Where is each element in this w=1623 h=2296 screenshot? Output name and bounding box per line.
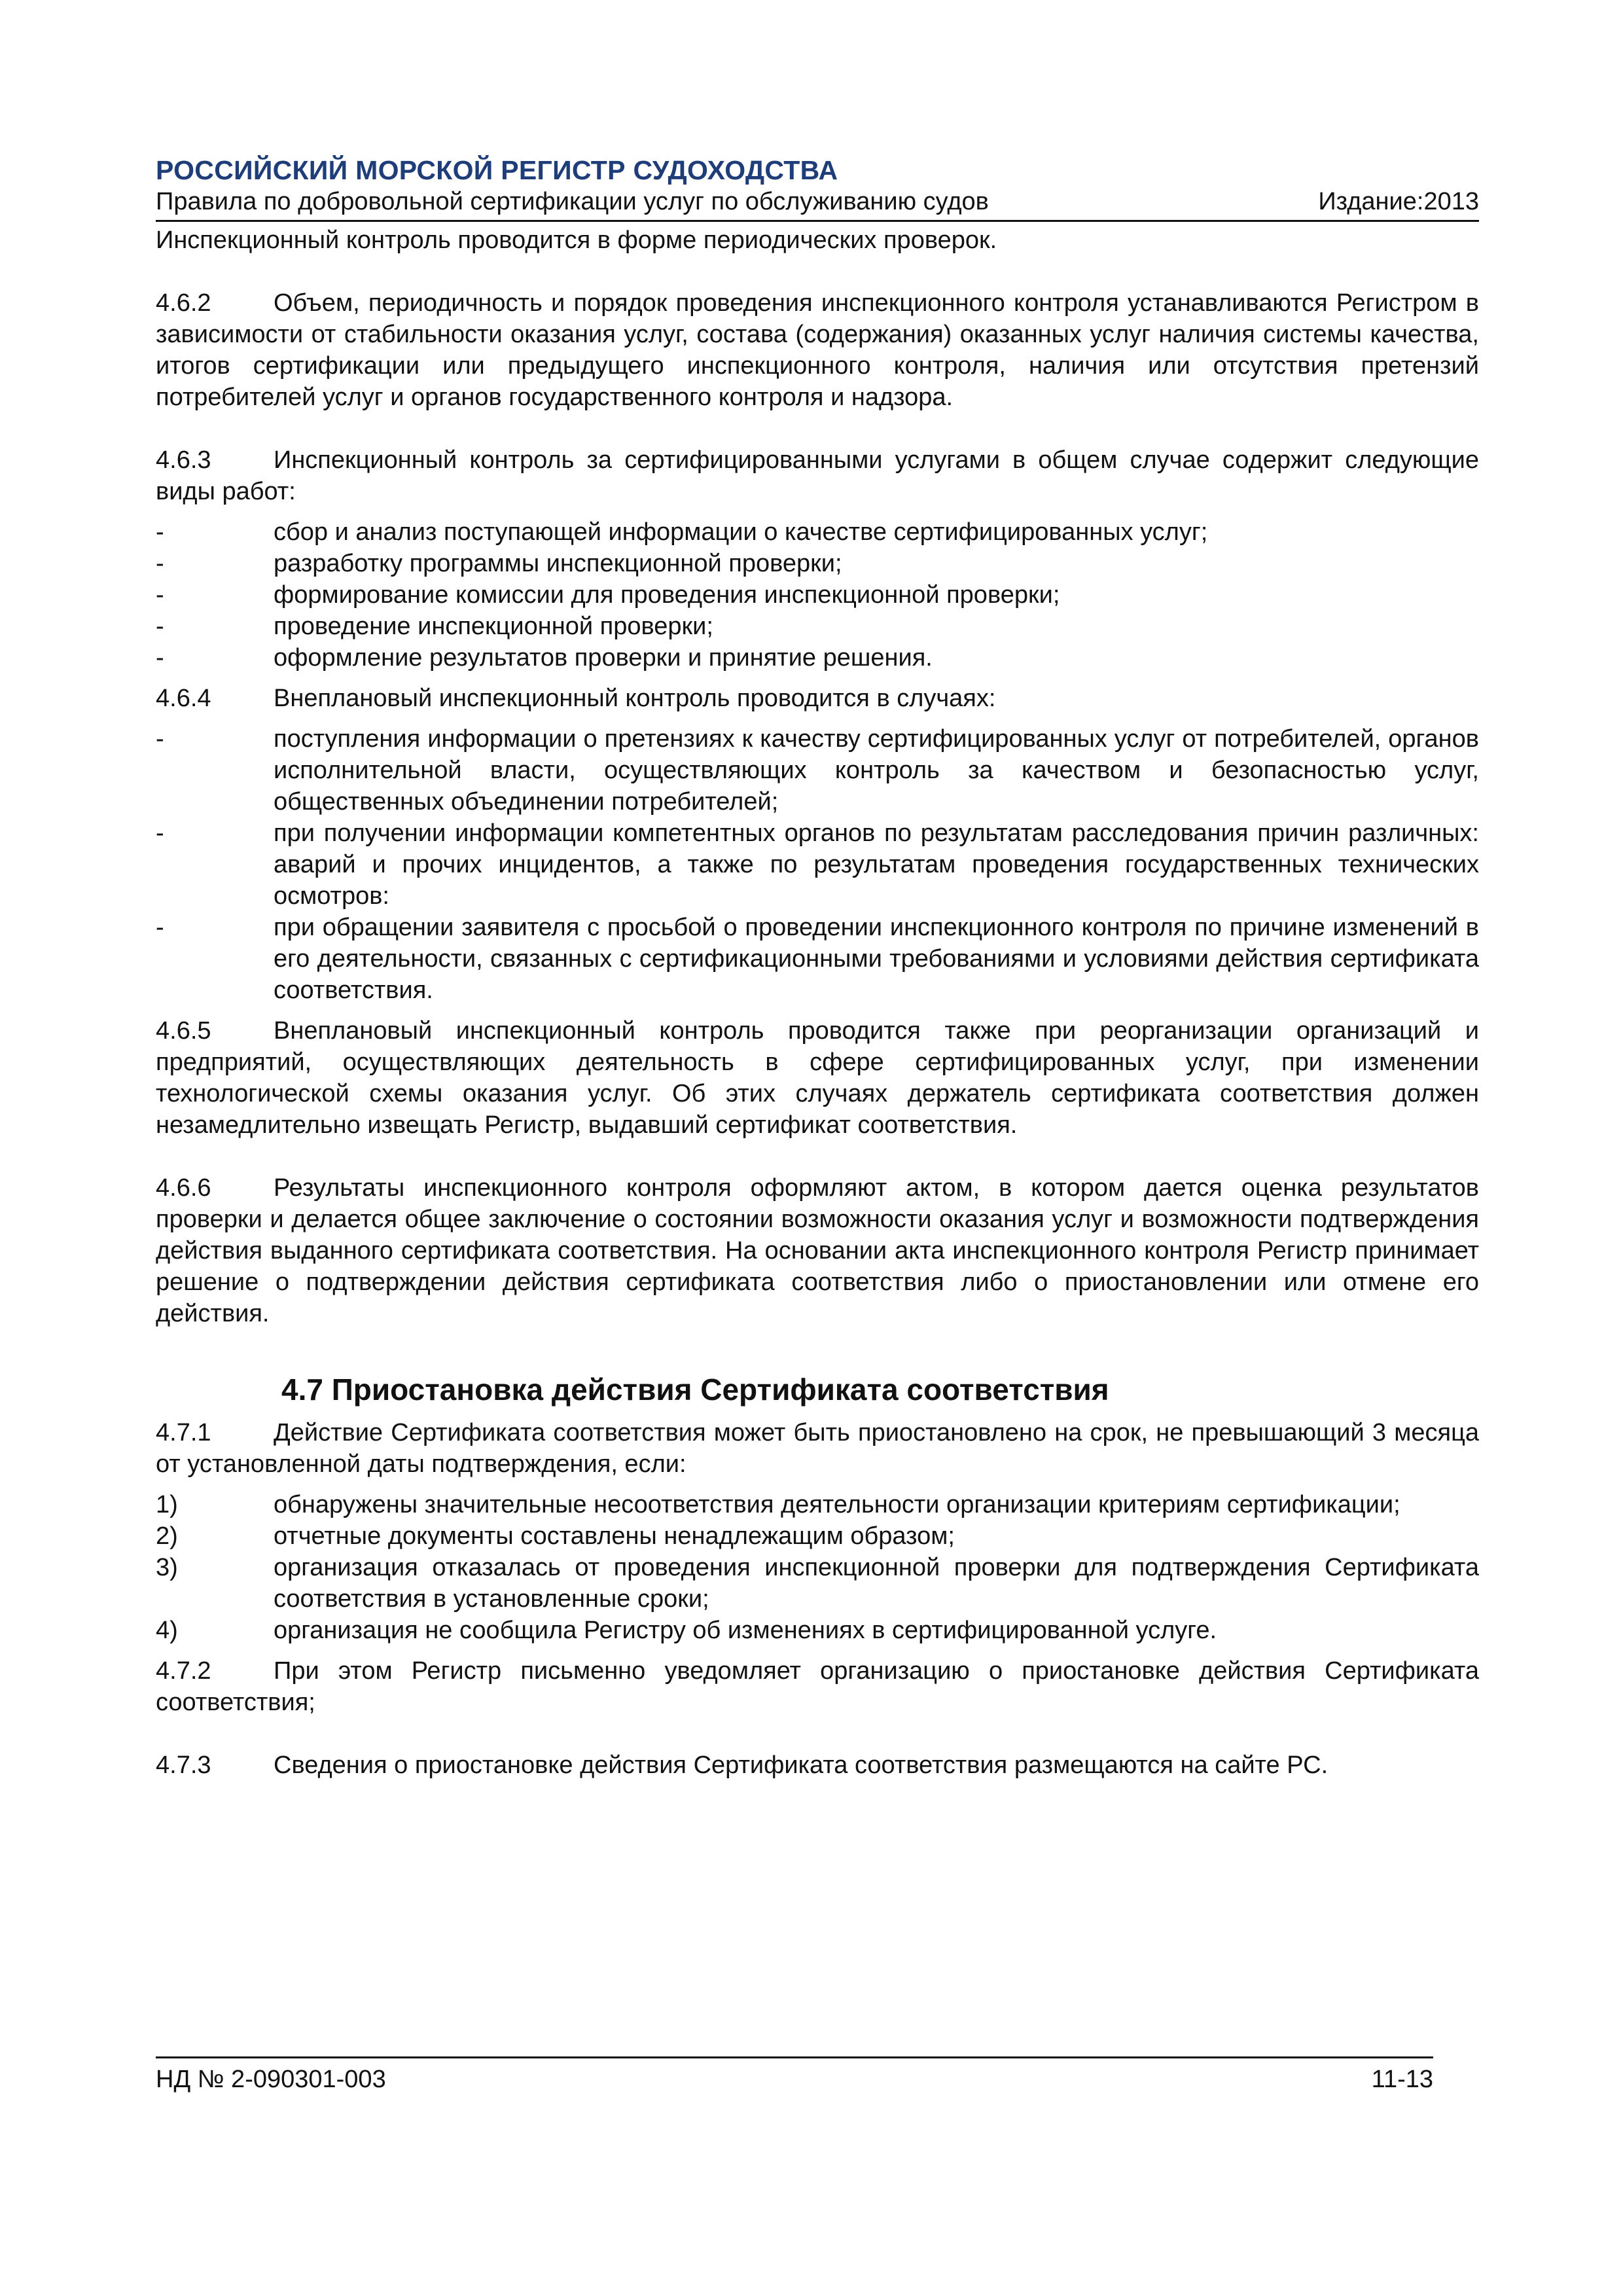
list-item bbox=[156, 723, 1479, 817]
header-subtitle: Правила по добровольной сертификации услуг по обслуживанию судов bbox=[156, 188, 989, 215]
list-marker: 2) bbox=[156, 1522, 178, 1550]
clause-number: 4.6.3 bbox=[156, 446, 211, 474]
clause-number: 4.7.1 bbox=[156, 1419, 211, 1446]
list-4-6-4 bbox=[156, 723, 1479, 1006]
clause-text: Внеплановый инспекционный контроль проводится в случаях: bbox=[274, 685, 996, 712]
intro-paragraph: Инспекционный контроль проводится в форме периодических проверок. bbox=[156, 226, 997, 254]
document-page bbox=[156, 154, 1479, 1781]
list-marker: - bbox=[156, 581, 164, 609]
list-4-6-3 bbox=[156, 516, 1479, 673]
clause-text: Инспекционный контроль за сертифицированными услугами в общем случае содержит следующие виды работ: bbox=[156, 446, 1479, 505]
header-row bbox=[156, 186, 1479, 222]
clause-number: 4.6.4 bbox=[156, 685, 211, 712]
paragraph-4-6-3 bbox=[156, 444, 1479, 507]
list-marker: 1) bbox=[156, 1491, 178, 1518]
list-item bbox=[156, 1615, 1479, 1646]
paragraph-4-7-2 bbox=[156, 1655, 1479, 1718]
clause-number: 4.6.6 bbox=[156, 1174, 211, 1202]
document-body bbox=[156, 224, 1479, 1781]
paragraph-4-7-3 bbox=[156, 1749, 1479, 1781]
list-4-7-1 bbox=[156, 1489, 1479, 1646]
list-item-text: при получении информации компетентных органов по результатам расследования причин различных: аварий и прочих инцидентов, а также по результатам проведения государственных технических осмотров: bbox=[274, 819, 1479, 910]
list-item-text: сбор и анализ поступающей информации о качестве сертифицированных услуг; bbox=[274, 518, 1208, 546]
list-item-text: обнаружены значительные несоответствия деятельности организации критериям сертификации; bbox=[274, 1491, 1400, 1518]
list-marker: - bbox=[156, 914, 164, 941]
paragraph-4-6-4 bbox=[156, 683, 1479, 714]
paragraph-4-6-2 bbox=[156, 287, 1479, 413]
clause-number: 4.7.3 bbox=[156, 1751, 211, 1779]
clause-number: 4.7.2 bbox=[156, 1657, 211, 1685]
list-item-text: отчетные документы составлены ненадлежащим образом; bbox=[274, 1522, 955, 1550]
clause-text: Объем, периодичность и порядок проведения инспекционного контроля устанавливаются Регистром в зависимости от стабильности оказания услуг, состава (содержания) оказанных услуг наличия системы качества, итогов сертификации или предыдущего инспекционного контроля, наличия или отсутствия претензий потребителей услуг и органов государственного контроля и надзора. bbox=[156, 289, 1479, 411]
list-item-text: разработку программы инспекционной проверки; bbox=[274, 550, 842, 577]
page-footer bbox=[156, 2056, 1433, 2095]
list-marker: 3) bbox=[156, 1554, 178, 1581]
list-marker: - bbox=[156, 644, 164, 672]
footer-page-number: 11-13 bbox=[1371, 2066, 1433, 2093]
list-item-text: поступления информации о претензиях к качеству сертифицированных услуг от потребителей, органов исполнительной власти, осуществляющих контроль за качеством и безопасностью услуг, общественных объединении потребителей; bbox=[274, 725, 1479, 816]
clause-text: Результаты инспекционного контроля оформляют актом, в котором дается оценка результатов проверки и делается общее заключение о состоянии возможности оказания услуг и возможности подтверждения действия выданного сертификата соответствия. На основании акта инспекционного контроля Регистр принимает решение о подтверждении действия сертификата соответствия либо о приостановлении или отмене его действия. bbox=[156, 1174, 1479, 1327]
clause-number: 4.6.5 bbox=[156, 1017, 211, 1045]
list-marker: - bbox=[156, 550, 164, 577]
section-heading-4-7: 4.7 Приостановка действия Сертификата соответствия bbox=[281, 1372, 1109, 1407]
list-item bbox=[156, 817, 1479, 912]
list-item bbox=[156, 1489, 1479, 1520]
header-organization: РОССИЙСКИЙ МОРСКОЙ РЕГИСТР СУДОХОДСТВА bbox=[156, 155, 838, 185]
list-item bbox=[156, 642, 1479, 673]
list-item bbox=[156, 516, 1479, 548]
list-item bbox=[156, 579, 1479, 611]
list-marker: - bbox=[156, 819, 164, 847]
footer-document-number: НД № 2-090301-003 bbox=[156, 2066, 386, 2093]
clause-text: При этом Регистр письменно уведомляет организацию о приостановке действия Сертификата соответствия; bbox=[156, 1657, 1479, 1716]
clause-text: Внеплановый инспекционный контроль проводится также при реорганизации организаций и предприятий, осуществляющих деятельность в сфере сертифицированных услуг, при изменении технологической схемы оказания услуг. Об этих случаях держатель сертификата соответствия должен незамедлительно извещать Регистр, выдавший сертификат соответствия. bbox=[156, 1017, 1479, 1139]
paragraph-4-6-5 bbox=[156, 1015, 1479, 1141]
header-edition: Издание:2013 bbox=[1318, 188, 1479, 215]
list-marker: - bbox=[156, 613, 164, 640]
clause-text: Сведения о приостановке действия Сертификата соответствия размещаются на сайте РС. bbox=[274, 1751, 1329, 1779]
list-marker: 4) bbox=[156, 1617, 178, 1644]
list-item-text: оформление результатов проверки и принятие решения. bbox=[274, 644, 933, 672]
list-item-text: формирование комиссии для проведения инспекционной проверки; bbox=[274, 581, 1060, 609]
list-marker: - bbox=[156, 725, 164, 753]
paragraph-4-6-6 bbox=[156, 1172, 1479, 1329]
list-item bbox=[156, 912, 1479, 1006]
list-marker: - bbox=[156, 518, 164, 546]
list-item bbox=[156, 548, 1479, 579]
list-item bbox=[156, 611, 1479, 642]
list-item bbox=[156, 1520, 1479, 1552]
list-item-text: организация отказалась от проведения инспекционной проверки для подтверждения Сертификата соответствия в установленные сроки; bbox=[274, 1554, 1479, 1613]
list-item-text: проведение инспекционной проверки; bbox=[274, 613, 713, 640]
list-item-text: при обращении заявителя с просьбой о проведении инспекционного контроля по причине изменений в его деятельности, связанных с сертификационными требованиями и условиями действия сертификата соответствия. bbox=[274, 914, 1479, 1004]
list-item-text: организация не сообщила Регистру об изменениях в сертифицированной услуге. bbox=[274, 1617, 1217, 1644]
clause-text: Действие Сертификата соответствия может быть приостановлено на срок, не превышающий 3 месяца от установленной даты подтверждения, если: bbox=[156, 1419, 1479, 1478]
paragraph-4-7-1 bbox=[156, 1417, 1479, 1480]
clause-number: 4.6.2 bbox=[156, 289, 211, 317]
list-item bbox=[156, 1552, 1479, 1615]
